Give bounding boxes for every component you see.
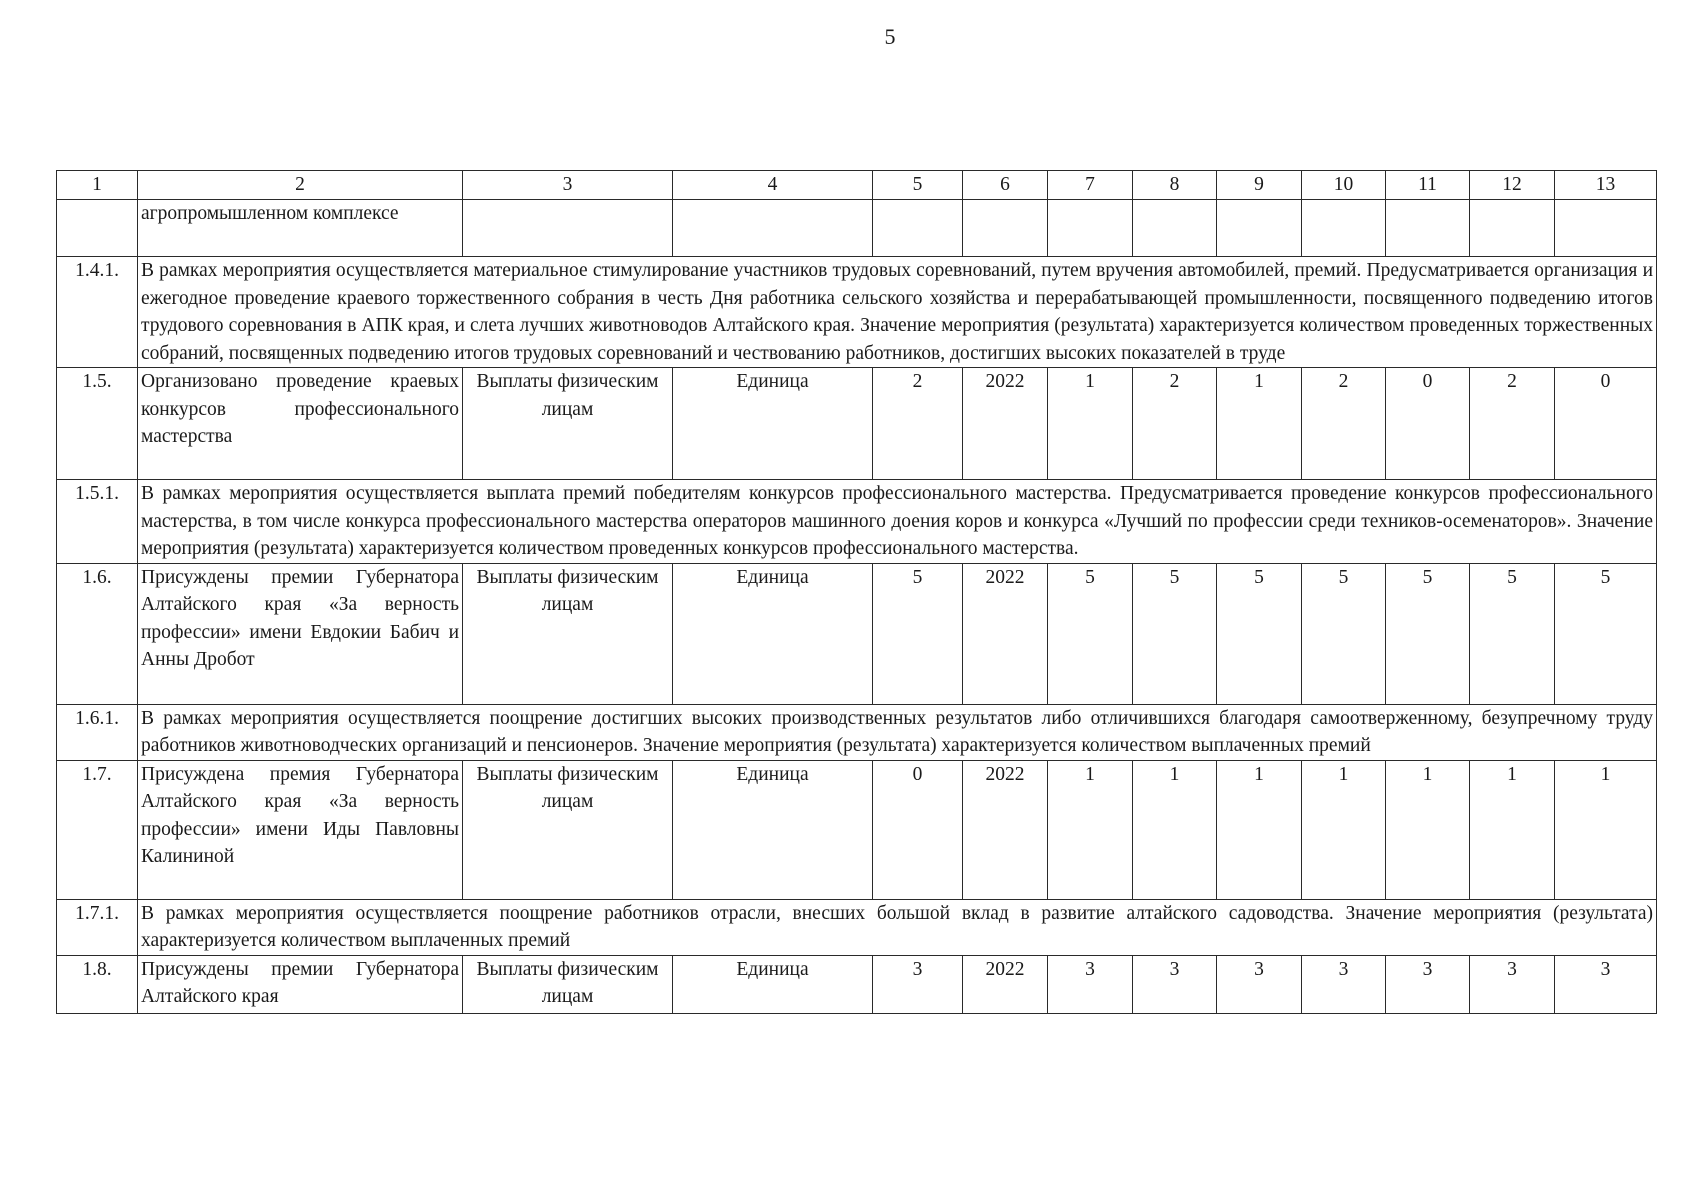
value-cell: 3: [873, 955, 963, 1013]
indicators-table: [56, 170, 1657, 1014]
value-cell: 1: [1048, 368, 1133, 480]
value-cell: 0: [873, 760, 963, 899]
column-number: 11: [1386, 171, 1470, 200]
value-cell: 0: [1555, 368, 1657, 480]
value-cell: 2: [1470, 368, 1555, 480]
column-number: 1: [57, 171, 138, 200]
year-cell: 2022: [963, 760, 1048, 899]
value-cell: 0: [1386, 368, 1470, 480]
unit-cell: Единица: [673, 955, 873, 1013]
value-cell: 1: [1217, 368, 1302, 480]
column-number: 7: [1048, 171, 1133, 200]
value-cell: 5: [1133, 563, 1217, 704]
table-row: [57, 760, 1657, 899]
empty-cell: [1302, 200, 1386, 257]
table-row: [57, 704, 1657, 760]
column-number: 8: [1133, 171, 1217, 200]
row-number-cell: 1.4.1.: [57, 257, 138, 368]
column-number: 10: [1302, 171, 1386, 200]
description-cell: В рамках мероприятия осуществляется выплата премий победителям конкурсов профессионального мастерства. Предусматривается проведение конкурсов профессионального мастерства, в том числе конкурса профессионального мастерства операторов машинного доения коров и конкурса «Лучший по профессии среди техников-осеменаторов». Значение мероприятия (результата) характеризуется количеством проведенных конкурсов профессионального мастерства.: [138, 480, 1657, 564]
description-cell: В рамках мероприятия осуществляется поощрение работников отрасли, внесших большой вклад в развитие алтайского садоводства. Значение мероприятия (результата) характеризуется количеством выплаченных премий: [138, 899, 1657, 955]
empty-cell: [963, 200, 1048, 257]
row-number-cell: 1.8.: [57, 955, 138, 1013]
empty-cell: [1048, 200, 1133, 257]
column-number: 5: [873, 171, 963, 200]
description-cell: В рамках мероприятия осуществляется материальное стимулирование участников трудовых соревнований, путем вручения автомобилей, премий. Предусматривается организация и ежегодное проведение краевого торжественного собрания в честь Дня работника сельского хозяйства и перерабатывающей промышленности, посвященного подведению итогов трудового соревнования в АПК края, и слета лучших животноводов Алтайского края. Значение мероприятия (результата) характеризуется количеством проведенных торжественных собраний, посвященных подведению итогов трудовых соревнований и чествованию работников, достигших высоких показателей в труде: [138, 257, 1657, 368]
value-cell: 5: [873, 563, 963, 704]
value-cell: 1: [1386, 760, 1470, 899]
value-cell: 2: [873, 368, 963, 480]
table-row: [57, 955, 1657, 1013]
value-cell: 3: [1386, 955, 1470, 1013]
indicator-type-cell: Выплаты физическим лицам: [463, 368, 673, 480]
indicator-name-cell: Присуждены премии Губернатора Алтайского края «За верность профессии» имени Евдокии Бабич и Анны Дробот: [138, 563, 463, 704]
value-cell: 1: [1470, 760, 1555, 899]
table-row: [57, 480, 1657, 564]
unit-cell: Единица: [673, 760, 873, 899]
unit-cell: Единица: [673, 368, 873, 480]
empty-cell: [1386, 200, 1470, 257]
row-number-cell: 1.5.1.: [57, 480, 138, 564]
value-cell: 5: [1555, 563, 1657, 704]
value-cell: 5: [1470, 563, 1555, 704]
indicator-type-cell: Выплаты физическим лицам: [463, 760, 673, 899]
column-number: 3: [463, 171, 673, 200]
indicator-name-cell: Присуждена премия Губернатора Алтайского края «За верность профессии» имени Иды Павловны Калининой: [138, 760, 463, 899]
year-cell: 2022: [963, 955, 1048, 1013]
value-cell: 1: [1555, 760, 1657, 899]
value-cell: 3: [1470, 955, 1555, 1013]
year-cell: 2022: [963, 368, 1048, 480]
value-cell: 1: [1302, 760, 1386, 899]
unit-cell: Единица: [673, 563, 873, 704]
empty-cell: [463, 200, 673, 257]
value-cell: 2: [1133, 368, 1217, 480]
table-row: [57, 257, 1657, 368]
empty-cell: [873, 200, 963, 257]
value-cell: 1: [1048, 760, 1133, 899]
row-number-cell: 1.7.: [57, 760, 138, 899]
page-number: 5: [884, 24, 896, 49]
indicator-name-cell: Присуждены премии Губернатора Алтайского края: [138, 955, 463, 1013]
column-number: 2: [138, 171, 463, 200]
table-row: [57, 200, 1657, 257]
column-number-row: [57, 171, 1657, 200]
column-number: 4: [673, 171, 873, 200]
column-number: 6: [963, 171, 1048, 200]
value-cell: 3: [1133, 955, 1217, 1013]
value-cell: 1: [1217, 760, 1302, 899]
indicator-type-cell: Выплаты физическим лицам: [463, 563, 673, 704]
value-cell: 3: [1302, 955, 1386, 1013]
row-number-cell: 1.6.: [57, 563, 138, 704]
empty-cell: [1133, 200, 1217, 257]
column-number: 9: [1217, 171, 1302, 200]
indicator-name-cell: агропромышленном комплексе: [138, 200, 463, 257]
value-cell: 5: [1386, 563, 1470, 704]
indicator-name-cell: Организовано проведение краевых конкурсов профессионального мастерства: [138, 368, 463, 480]
description-cell: В рамках мероприятия осуществляется поощрение достигших высоких производственных результатов либо отличившихся благодаря самоотверженному, безупречному труду работников животноводческих организаций и пенсионеров. Значение мероприятия (результата) характеризуется количеством выплаченных премий: [138, 704, 1657, 760]
empty-cell: [673, 200, 873, 257]
empty-cell: [1555, 200, 1657, 257]
row-number-cell: [57, 200, 138, 257]
value-cell: 3: [1555, 955, 1657, 1013]
value-cell: 3: [1048, 955, 1133, 1013]
value-cell: 5: [1302, 563, 1386, 704]
row-number-cell: 1.7.1.: [57, 899, 138, 955]
table-row: [57, 563, 1657, 704]
empty-cell: [1217, 200, 1302, 257]
value-cell: 3: [1217, 955, 1302, 1013]
value-cell: 5: [1048, 563, 1133, 704]
year-cell: 2022: [963, 563, 1048, 704]
column-number: 13: [1555, 171, 1657, 200]
value-cell: 1: [1133, 760, 1217, 899]
row-number-cell: 1.5.: [57, 368, 138, 480]
table-row: [57, 368, 1657, 480]
value-cell: 5: [1217, 563, 1302, 704]
table-row: [57, 899, 1657, 955]
value-cell: 2: [1302, 368, 1386, 480]
indicator-type-cell: Выплаты физическим лицам: [463, 955, 673, 1013]
column-number: 12: [1470, 171, 1555, 200]
empty-cell: [1470, 200, 1555, 257]
row-number-cell: 1.6.1.: [57, 704, 138, 760]
